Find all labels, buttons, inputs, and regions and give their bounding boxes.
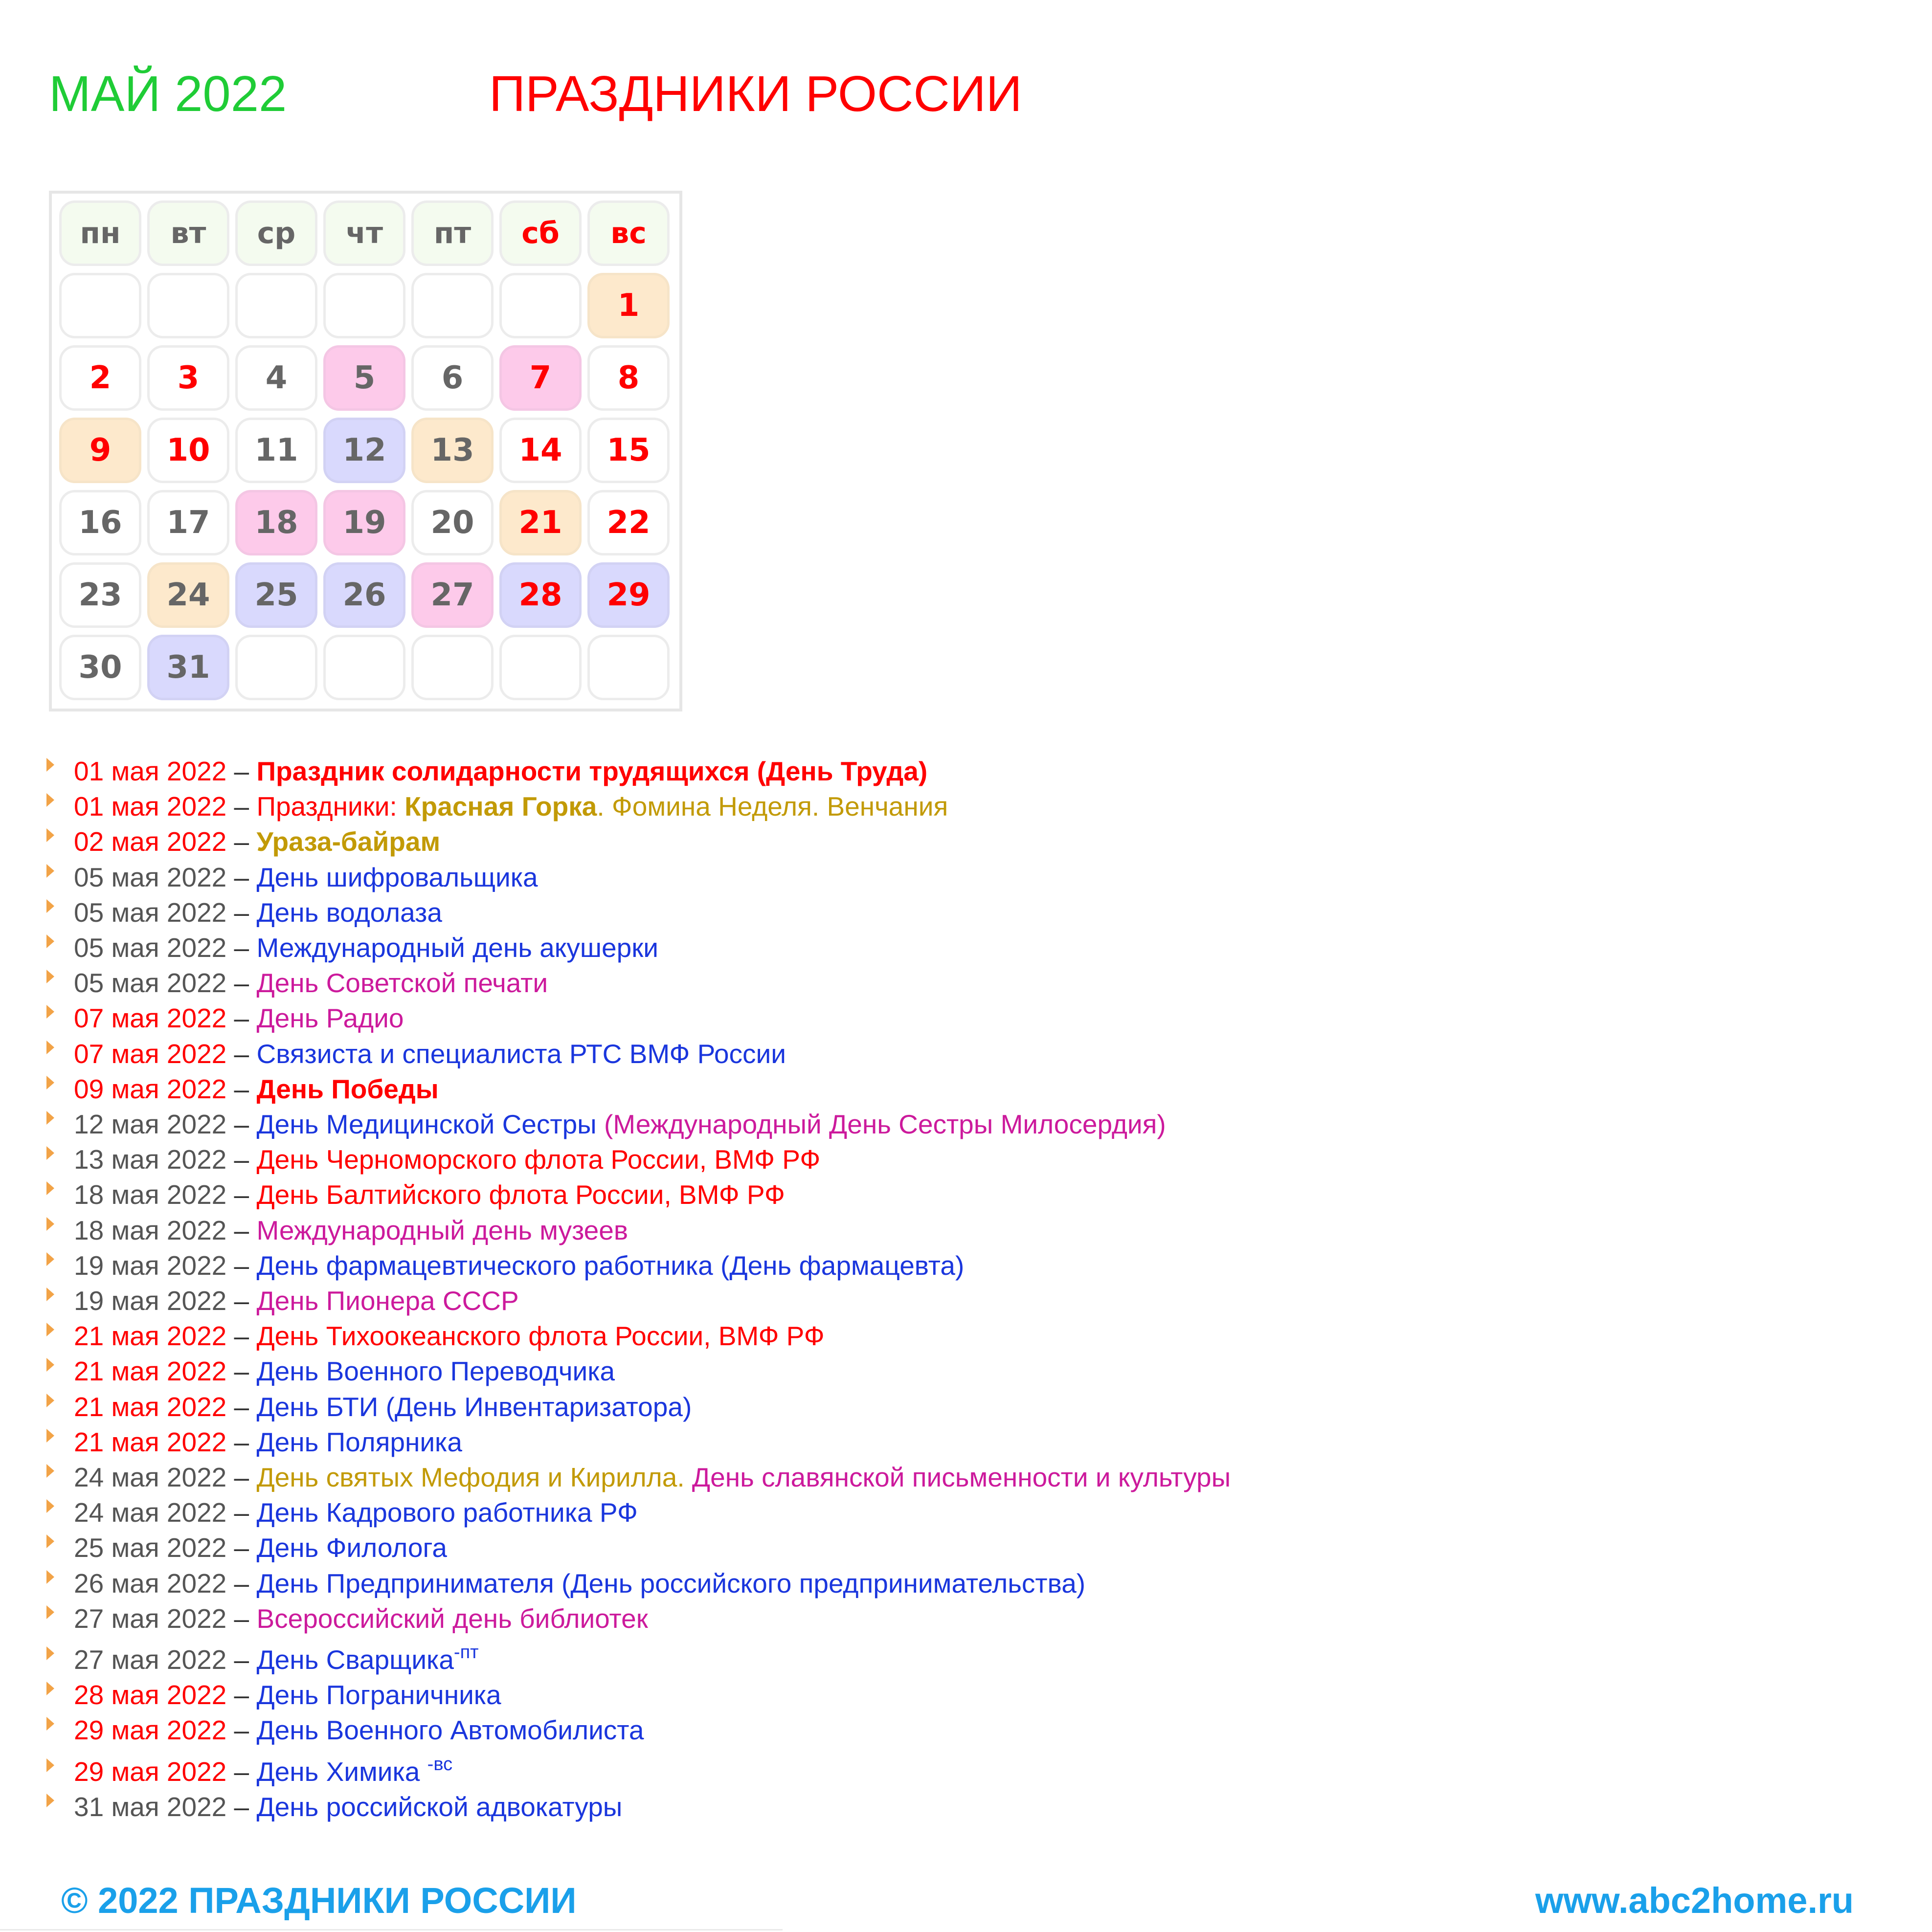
holiday-name: День Победы	[256, 1073, 439, 1104]
calendar-day[interactable]: 13	[411, 418, 494, 483]
calendar-day[interactable]: 6	[411, 345, 494, 411]
bullet-arrow-icon	[46, 1217, 54, 1231]
holiday-name: Праздники:	[256, 791, 405, 822]
weekday-header: ср	[235, 200, 317, 266]
bullet-arrow-icon	[46, 970, 54, 983]
date-separator: –	[226, 933, 257, 963]
bullet-arrow-icon	[46, 1605, 54, 1619]
calendar-empty-cell	[323, 635, 405, 700]
bullet-arrow-icon	[46, 1464, 54, 1478]
calendar-empty-cell	[147, 273, 229, 338]
holiday-date: 05 мая 2022	[74, 897, 227, 928]
holiday-name: Связиста и специалиста РТС ВМФ России	[256, 1038, 786, 1069]
date-separator: –	[226, 1109, 257, 1139]
footer-copyright: © 2022 ПРАЗДНИКИ РОССИИ	[61, 1880, 577, 1921]
footer-site-link[interactable]: www.abc2home.ru	[1535, 1880, 1854, 1921]
calendar-day[interactable]: 21	[499, 490, 582, 555]
bullet-arrow-icon	[46, 758, 54, 772]
holiday-name: День Медицинской Сестры	[256, 1109, 604, 1139]
calendar-day[interactable]: 22	[587, 490, 670, 555]
calendar-day[interactable]: 4	[235, 345, 317, 411]
holiday-name: День российской адвокатуры	[256, 1791, 623, 1822]
bullet-arrow-icon	[46, 1794, 54, 1807]
calendar-empty-cell	[59, 273, 141, 338]
holiday-date: 27 мая 2022	[74, 1644, 227, 1675]
holiday-name: День святых Мефодия и Кирилла.	[256, 1462, 692, 1492]
calendar-empty-cell	[323, 273, 405, 338]
holiday-name: День водолаза	[256, 897, 442, 928]
calendar-empty-cell	[499, 635, 582, 700]
date-separator: –	[226, 1215, 257, 1245]
bullet-arrow-icon	[46, 1005, 54, 1019]
holiday-date: 29 мая 2022	[74, 1715, 227, 1746]
calendar-empty-cell	[235, 635, 317, 700]
date-separator: –	[226, 1462, 257, 1492]
calendar-day[interactable]: 12	[323, 418, 405, 483]
weekday-header: пт	[411, 200, 494, 266]
calendar-day[interactable]: 7	[499, 345, 582, 411]
holiday-name: День Военного Переводчика	[256, 1356, 615, 1387]
calendar-day[interactable]: 29	[587, 562, 670, 628]
date-separator: –	[226, 1426, 257, 1457]
holiday-note: -вс	[427, 1754, 453, 1775]
holiday-date: 19 мая 2022	[74, 1286, 227, 1316]
holiday-name: День Черноморского флота России, ВМФ РФ	[256, 1144, 821, 1175]
date-separator: –	[226, 968, 257, 999]
bullet-arrow-icon	[46, 1041, 54, 1054]
month-calendar	[49, 191, 682, 711]
holiday-date: 07 мая 2022	[74, 1038, 227, 1069]
weekday-header: сб	[499, 200, 582, 266]
calendar-day[interactable]: 16	[59, 490, 141, 555]
bullet-arrow-icon	[46, 1534, 54, 1548]
holiday-name: День Сварщика	[256, 1644, 454, 1675]
holiday-date: 24 мая 2022	[74, 1497, 227, 1528]
bullet-arrow-icon	[46, 1111, 54, 1125]
bullet-arrow-icon	[46, 934, 54, 948]
holiday-date: 26 мая 2022	[74, 1568, 227, 1599]
footer-divider	[0, 1929, 783, 1931]
calendar-day[interactable]: 26	[323, 562, 405, 628]
holiday-date: 01 мая 2022	[74, 756, 227, 786]
holiday-name: День Пионера СССР	[256, 1286, 519, 1316]
holiday-name: День Военного Автомобилиста	[256, 1715, 644, 1746]
bullet-arrow-icon	[46, 1076, 54, 1089]
bullet-arrow-icon	[46, 1394, 54, 1407]
holiday-date: 21 мая 2022	[74, 1391, 227, 1422]
holiday-name: День славянской письменности и культуры	[692, 1462, 1231, 1492]
date-separator: –	[226, 1756, 257, 1787]
holiday-date: 21 мая 2022	[74, 1321, 227, 1352]
holiday-name: День Филолога	[256, 1532, 447, 1563]
calendar-day[interactable]: 18	[235, 490, 317, 555]
holiday-date: 02 мая 2022	[74, 826, 227, 857]
date-separator: –	[226, 1568, 257, 1599]
holiday-date: 21 мая 2022	[74, 1426, 227, 1457]
holiday-date: 19 мая 2022	[74, 1250, 227, 1281]
date-separator: –	[226, 756, 257, 786]
holiday-name: День Тихоокеанского флота России, ВМФ РФ	[256, 1321, 825, 1352]
calendar-day[interactable]: 27	[411, 562, 494, 628]
date-separator: –	[226, 862, 257, 892]
calendar-day[interactable]: 14	[499, 418, 582, 483]
date-separator: –	[226, 1791, 257, 1822]
calendar-day[interactable]: 24	[147, 562, 229, 628]
bullet-arrow-icon	[46, 1758, 54, 1772]
holiday-name: Международный день музеев	[256, 1215, 629, 1245]
holiday-name: День Химика	[256, 1756, 427, 1787]
calendar-empty-cell	[411, 635, 494, 700]
date-separator: –	[226, 1644, 257, 1675]
calendar-empty-cell	[587, 635, 670, 700]
calendar-day[interactable]: 23	[59, 562, 141, 628]
date-separator: –	[226, 826, 257, 857]
date-separator: –	[226, 1356, 257, 1387]
holiday-name: День шифровальщика	[256, 862, 538, 892]
calendar-day[interactable]: 9	[59, 418, 141, 483]
bullet-arrow-icon	[46, 1717, 54, 1731]
calendar-empty-cell	[411, 273, 494, 338]
date-separator: –	[226, 1497, 257, 1528]
holiday-date: 05 мая 2022	[74, 933, 227, 963]
date-separator: –	[226, 1144, 257, 1175]
holiday-name: День Радио	[256, 1003, 404, 1034]
weekday-header: вт	[147, 200, 229, 266]
date-separator: –	[226, 791, 257, 822]
calendar-day[interactable]: 31	[147, 635, 229, 700]
date-separator: –	[226, 1321, 257, 1352]
holiday-date: 07 мая 2022	[74, 1003, 227, 1034]
bullet-arrow-icon	[46, 1358, 54, 1372]
bullet-arrow-icon	[46, 1646, 54, 1660]
holiday-name: Международный день акушерки	[256, 933, 658, 963]
holiday-name: День Полярника	[256, 1426, 462, 1457]
holiday-date: 18 мая 2022	[74, 1179, 227, 1210]
calendar-day[interactable]: 10	[147, 418, 229, 483]
bullet-arrow-icon	[46, 1570, 54, 1584]
holiday-date: 29 мая 2022	[74, 1756, 227, 1787]
calendar-day[interactable]: 11	[235, 418, 317, 483]
holiday-date: 27 мая 2022	[74, 1603, 227, 1634]
weekday-header: вс	[587, 200, 670, 266]
bullet-arrow-icon	[46, 1323, 54, 1336]
calendar-day[interactable]: 19	[323, 490, 405, 555]
holiday-name: День Балтийского флота России, ВМФ РФ	[256, 1179, 785, 1210]
holiday-date: 28 мая 2022	[74, 1680, 227, 1710]
bullet-arrow-icon	[46, 1146, 54, 1160]
date-separator: –	[226, 1286, 257, 1316]
holiday-name: День Пограничника	[256, 1680, 501, 1710]
holiday-name: Красная Горка	[404, 791, 597, 822]
bullet-arrow-icon	[46, 864, 54, 878]
date-separator: –	[226, 1179, 257, 1210]
bullet-arrow-icon	[46, 1181, 54, 1195]
calendar-day[interactable]: 30	[59, 635, 141, 700]
calendar-day[interactable]: 15	[587, 418, 670, 483]
holiday-date: 05 мая 2022	[74, 968, 227, 999]
holiday-date: 12 мая 2022	[74, 1109, 227, 1139]
holiday-name: День фармацевтического работника (День фармацевта)	[256, 1250, 965, 1281]
holiday-name: Ураза-байрам	[256, 826, 441, 857]
calendar-day[interactable]: 3	[147, 345, 229, 411]
bullet-arrow-icon	[46, 1429, 54, 1443]
holiday-date: 31 мая 2022	[74, 1791, 227, 1822]
date-separator: –	[226, 1391, 257, 1422]
date-separator: –	[226, 1038, 257, 1069]
date-separator: –	[226, 1603, 257, 1634]
holiday-date: 13 мая 2022	[74, 1144, 227, 1175]
holiday-name: Праздник	[256, 756, 384, 786]
page-title: ПРАЗДНИКИ РОССИИ	[489, 66, 1022, 122]
calendar-empty-cell	[235, 273, 317, 338]
holiday-date: 21 мая 2022	[74, 1356, 227, 1387]
holiday-date: 01 мая 2022	[74, 791, 227, 822]
calendar-day[interactable]: 17	[147, 490, 229, 555]
calendar-day[interactable]: 2	[59, 345, 141, 411]
calendar-empty-cell	[499, 273, 582, 338]
holiday-name: День Советской печати	[256, 968, 548, 999]
bullet-arrow-icon	[46, 1682, 54, 1695]
bullet-arrow-icon	[46, 899, 54, 913]
date-separator: –	[226, 1680, 257, 1710]
calendar-day[interactable]: 1	[587, 273, 670, 338]
holiday-note: -пт	[453, 1642, 479, 1663]
date-separator: –	[226, 897, 257, 928]
calendar-day[interactable]: 25	[235, 562, 317, 628]
weekday-header: чт	[323, 200, 405, 266]
date-separator: –	[226, 1003, 257, 1034]
date-separator: –	[226, 1073, 257, 1104]
date-separator: –	[226, 1250, 257, 1281]
date-separator: –	[226, 1532, 257, 1563]
holiday-name: . Фомина Неделя. Венчания	[597, 791, 948, 822]
calendar-day[interactable]: 8	[587, 345, 670, 411]
bullet-arrow-icon	[46, 1499, 54, 1513]
calendar-day[interactable]: 28	[499, 562, 582, 628]
bullet-arrow-icon	[46, 1288, 54, 1301]
holiday-date: 05 мая 2022	[74, 862, 227, 892]
holiday-name: Всероссийский день библиотек	[256, 1603, 648, 1634]
calendar-day[interactable]: 5	[323, 345, 405, 411]
bullet-arrow-icon	[46, 1252, 54, 1266]
holiday-name: День Кадрового работника РФ	[256, 1497, 638, 1528]
holiday-date: 18 мая 2022	[74, 1215, 227, 1245]
bullet-arrow-icon	[46, 793, 54, 807]
date-separator: –	[226, 1715, 257, 1746]
holiday-date: 09 мая 2022	[74, 1073, 227, 1104]
holiday-name: солидарности трудящихся (День Труда)	[384, 756, 928, 786]
bullet-arrow-icon	[46, 828, 54, 842]
calendar-day[interactable]: 20	[411, 490, 494, 555]
holiday-date: 24 мая 2022	[74, 1462, 227, 1492]
holiday-date: 25 мая 2022	[74, 1532, 227, 1563]
month-title: МАЙ 2022	[49, 66, 287, 122]
holiday-name: День БТИ (День Инвентаризатора)	[256, 1391, 692, 1422]
weekday-header: пн	[59, 200, 141, 266]
holiday-name: День Предпринимателя (День российского предпринимательства)	[256, 1568, 1086, 1599]
holiday-name: (Международный День Сестры Милосердия)	[604, 1109, 1166, 1139]
